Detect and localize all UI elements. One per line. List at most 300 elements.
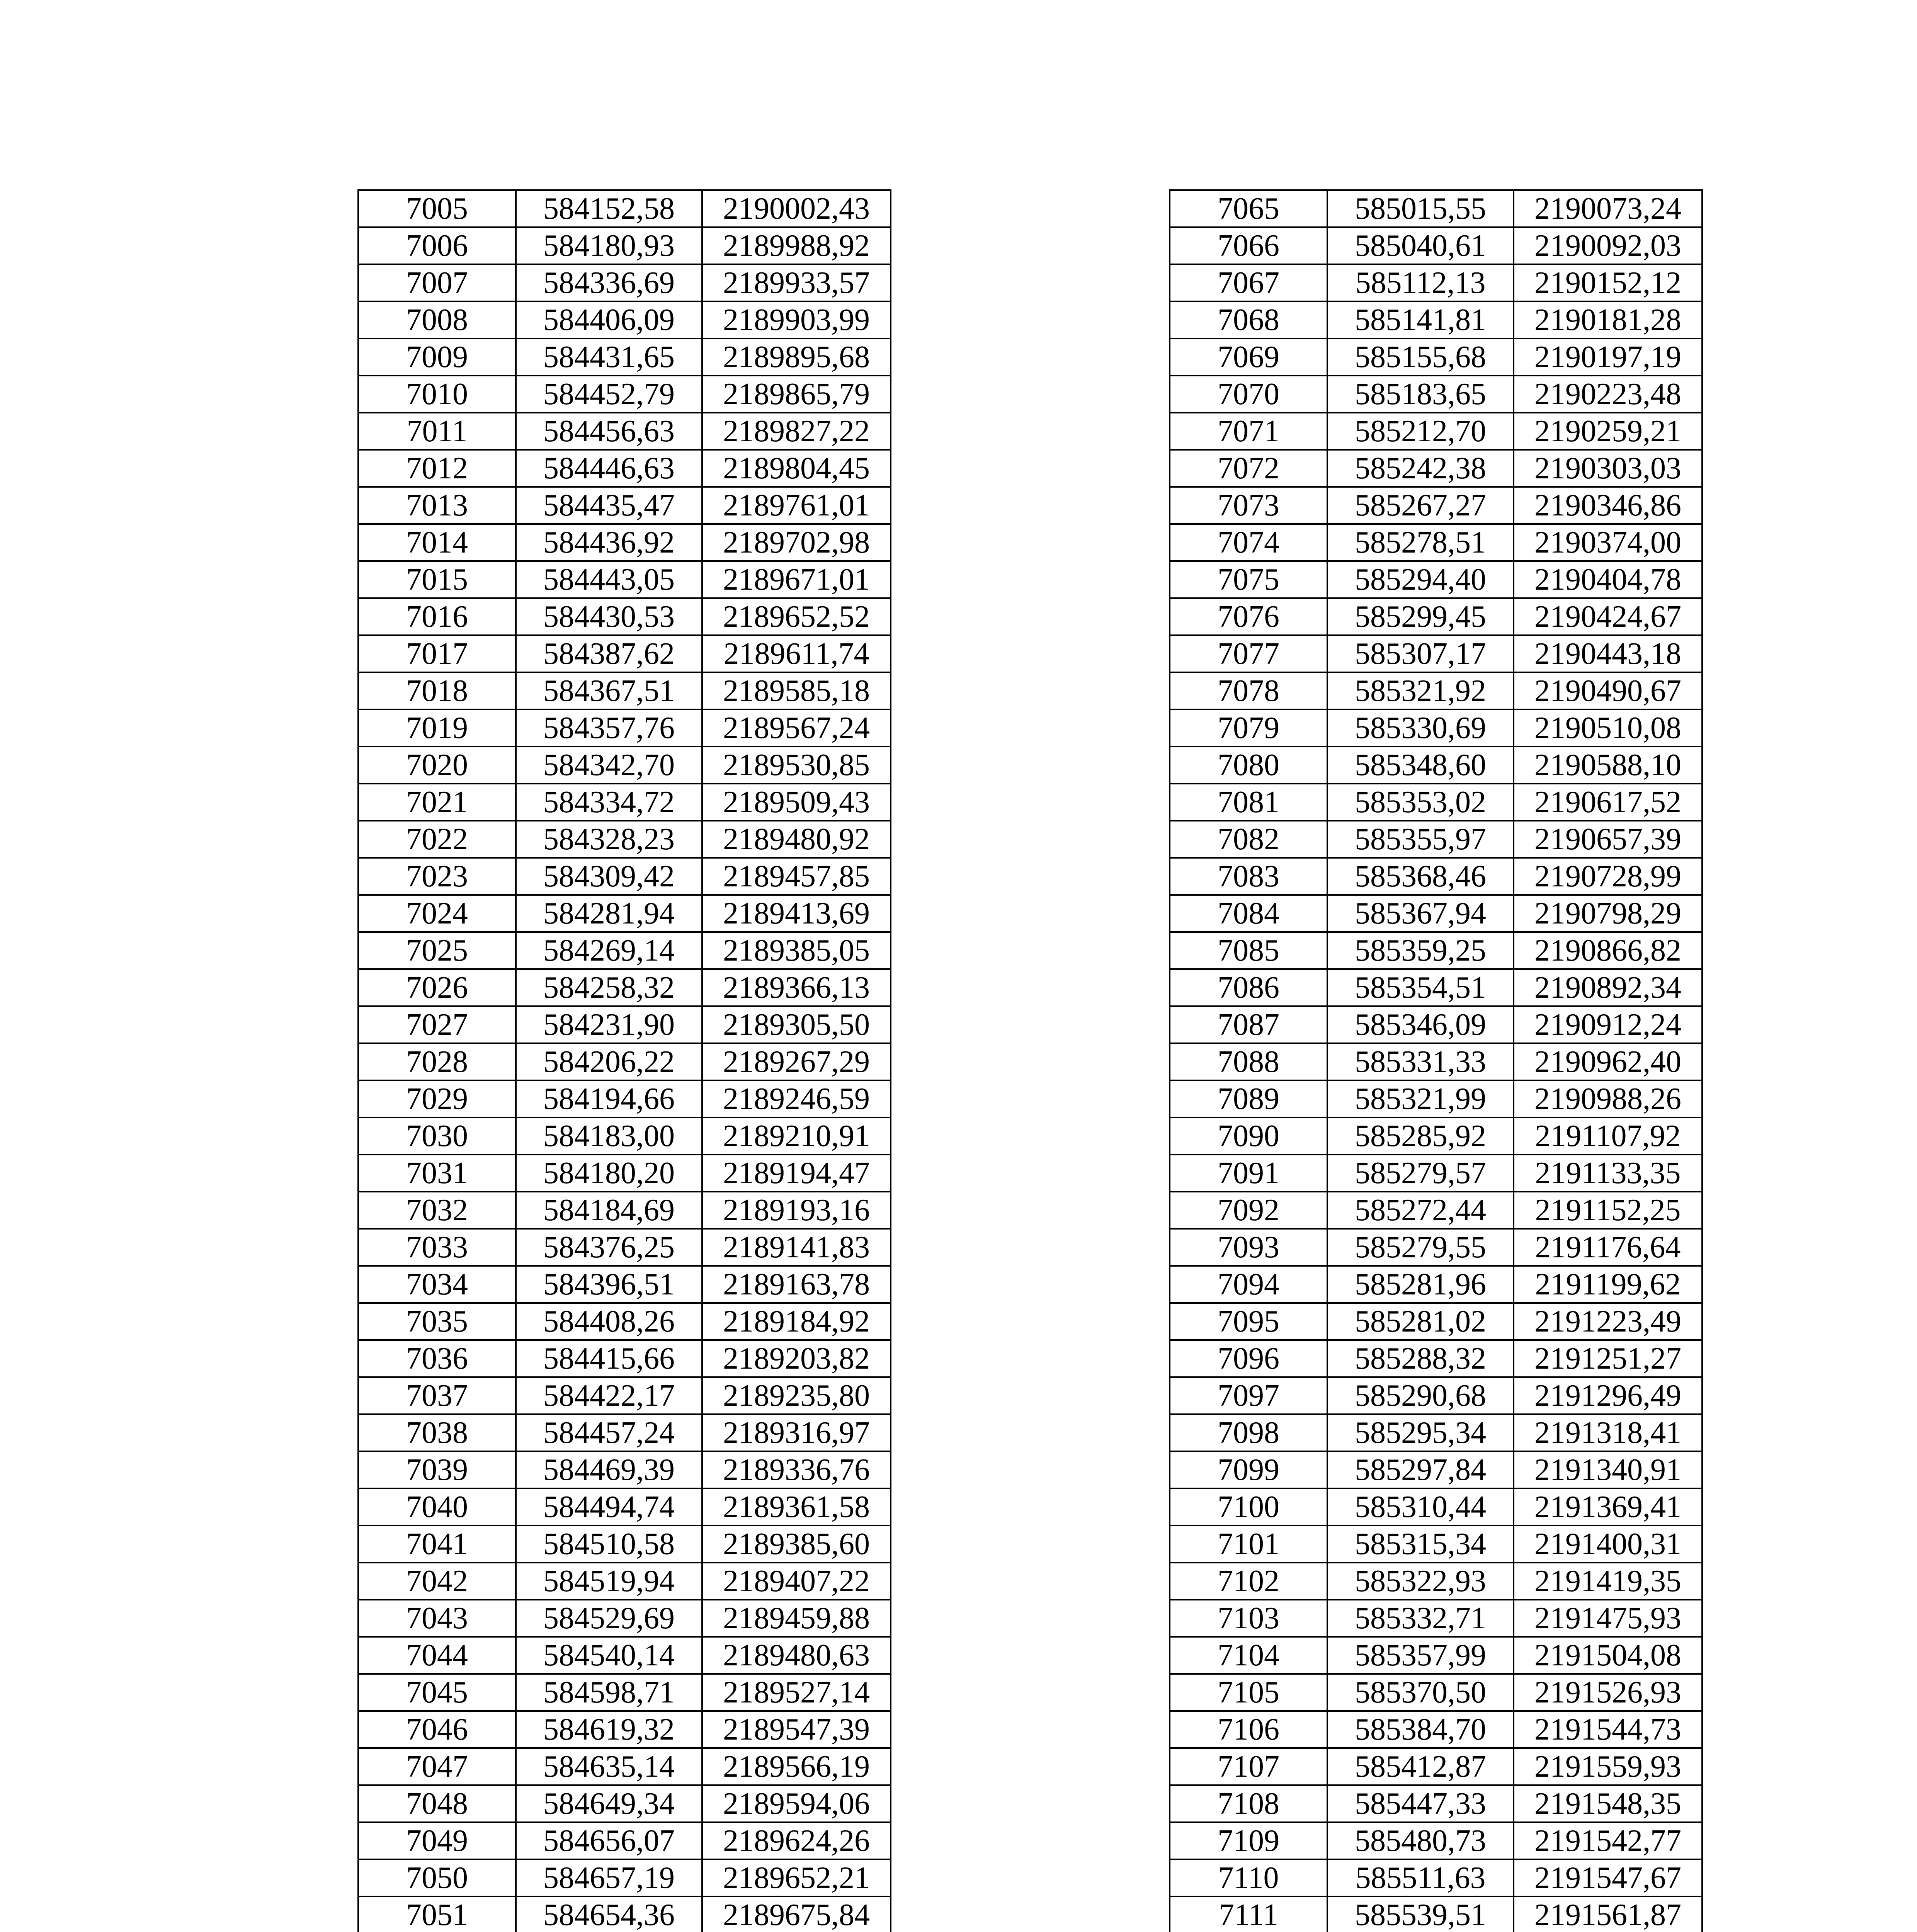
point-number-cell: 7104 bbox=[1170, 1637, 1327, 1674]
x-coordinate-cell: 584510,58 bbox=[516, 1526, 702, 1563]
x-coordinate-cell: 584281,94 bbox=[516, 895, 702, 932]
point-number-cell: 7035 bbox=[358, 1303, 516, 1340]
x-coordinate-cell: 584446,63 bbox=[516, 450, 702, 487]
table-row bbox=[358, 1785, 891, 1822]
table-row bbox=[1170, 1117, 1702, 1155]
point-number-cell: 7088 bbox=[1170, 1043, 1327, 1080]
y-coordinate-cell: 2190588,10 bbox=[1514, 747, 1702, 784]
point-number-cell: 7101 bbox=[1170, 1526, 1327, 1563]
coordinates-table-left bbox=[357, 189, 891, 1932]
point-number-cell: 7012 bbox=[358, 450, 516, 487]
y-coordinate-cell: 2191318,41 bbox=[1514, 1414, 1702, 1451]
point-number-cell: 7024 bbox=[358, 895, 516, 932]
table-row bbox=[358, 1488, 891, 1526]
x-coordinate-cell: 584469,39 bbox=[516, 1451, 702, 1488]
point-number-cell: 7078 bbox=[1170, 672, 1327, 709]
table-row bbox=[1170, 598, 1702, 635]
y-coordinate-cell: 2190002,43 bbox=[702, 190, 891, 227]
y-coordinate-cell: 2189585,18 bbox=[702, 672, 891, 709]
table-row bbox=[358, 413, 891, 450]
y-coordinate-cell: 2190404,78 bbox=[1514, 561, 1702, 598]
point-number-cell: 7087 bbox=[1170, 1006, 1327, 1043]
x-coordinate-cell: 584654,36 bbox=[516, 1896, 702, 1932]
y-coordinate-cell: 2191296,49 bbox=[1514, 1377, 1702, 1414]
x-coordinate-cell: 585281,02 bbox=[1327, 1303, 1514, 1340]
table-row bbox=[358, 1303, 891, 1340]
table-row bbox=[358, 1080, 891, 1117]
x-coordinate-cell: 585297,84 bbox=[1327, 1451, 1514, 1488]
y-coordinate-cell: 2189566,19 bbox=[702, 1748, 891, 1785]
point-number-cell: 7046 bbox=[358, 1711, 516, 1748]
x-coordinate-cell: 585272,44 bbox=[1327, 1192, 1514, 1229]
point-number-cell: 7090 bbox=[1170, 1117, 1327, 1155]
y-coordinate-cell: 2189385,05 bbox=[702, 932, 891, 969]
point-number-cell: 7075 bbox=[1170, 561, 1327, 598]
point-number-cell: 7092 bbox=[1170, 1192, 1327, 1229]
table-row bbox=[1170, 1192, 1702, 1229]
x-coordinate-cell: 584422,17 bbox=[516, 1377, 702, 1414]
x-coordinate-cell: 585242,38 bbox=[1327, 450, 1514, 487]
x-coordinate-cell: 585290,68 bbox=[1327, 1377, 1514, 1414]
x-coordinate-cell: 585353,02 bbox=[1327, 784, 1514, 821]
point-number-cell: 7098 bbox=[1170, 1414, 1327, 1451]
point-number-cell: 7067 bbox=[1170, 264, 1327, 301]
x-coordinate-cell: 584231,90 bbox=[516, 1006, 702, 1043]
x-coordinate-cell: 585539,51 bbox=[1327, 1896, 1514, 1932]
point-number-cell: 7040 bbox=[358, 1488, 516, 1526]
table-row bbox=[1170, 1414, 1702, 1451]
x-coordinate-cell: 584443,05 bbox=[516, 561, 702, 598]
y-coordinate-cell: 2190346,86 bbox=[1514, 487, 1702, 524]
point-number-cell: 7020 bbox=[358, 747, 516, 784]
y-coordinate-cell: 2190892,34 bbox=[1514, 969, 1702, 1006]
point-number-cell: 7051 bbox=[358, 1896, 516, 1932]
point-number-cell: 7089 bbox=[1170, 1080, 1327, 1117]
y-coordinate-cell: 2189459,88 bbox=[702, 1600, 891, 1637]
point-number-cell: 7036 bbox=[358, 1340, 516, 1377]
table-row bbox=[1170, 450, 1702, 487]
y-coordinate-cell: 2189413,69 bbox=[702, 895, 891, 932]
point-number-cell: 7094 bbox=[1170, 1266, 1327, 1303]
x-coordinate-cell: 584436,92 bbox=[516, 524, 702, 561]
point-number-cell: 7100 bbox=[1170, 1488, 1327, 1526]
y-coordinate-cell: 2191526,93 bbox=[1514, 1674, 1702, 1711]
table-row bbox=[1170, 1488, 1702, 1526]
y-coordinate-cell: 2189804,45 bbox=[702, 450, 891, 487]
table-row bbox=[358, 450, 891, 487]
x-coordinate-cell: 585288,32 bbox=[1327, 1340, 1514, 1377]
table-row bbox=[358, 1117, 891, 1155]
point-number-cell: 7033 bbox=[358, 1229, 516, 1266]
table-row bbox=[1170, 1006, 1702, 1043]
y-coordinate-cell: 2190259,21 bbox=[1514, 413, 1702, 450]
table-row bbox=[1170, 821, 1702, 858]
point-number-cell: 7097 bbox=[1170, 1377, 1327, 1414]
y-coordinate-cell: 2191419,35 bbox=[1514, 1563, 1702, 1600]
table-row bbox=[1170, 227, 1702, 264]
table-row bbox=[358, 1526, 891, 1563]
x-coordinate-cell: 585015,55 bbox=[1327, 190, 1514, 227]
y-coordinate-cell: 2189903,99 bbox=[702, 301, 891, 338]
y-coordinate-cell: 2191133,35 bbox=[1514, 1155, 1702, 1192]
table-row bbox=[1170, 1526, 1702, 1563]
point-number-cell: 7107 bbox=[1170, 1748, 1327, 1785]
x-coordinate-cell: 585330,69 bbox=[1327, 709, 1514, 747]
x-coordinate-cell: 585359,25 bbox=[1327, 932, 1514, 969]
point-number-cell: 7109 bbox=[1170, 1822, 1327, 1859]
table-row bbox=[358, 969, 891, 1006]
y-coordinate-cell: 2189407,22 bbox=[702, 1563, 891, 1600]
point-number-cell: 7068 bbox=[1170, 301, 1327, 338]
y-coordinate-cell: 2190866,82 bbox=[1514, 932, 1702, 969]
table-row bbox=[1170, 895, 1702, 932]
point-number-cell: 7072 bbox=[1170, 450, 1327, 487]
point-number-cell: 7070 bbox=[1170, 376, 1327, 413]
table-row bbox=[358, 858, 891, 895]
table-row bbox=[358, 561, 891, 598]
y-coordinate-cell: 2189827,22 bbox=[702, 413, 891, 450]
y-coordinate-cell: 2189193,16 bbox=[702, 1192, 891, 1229]
table-body bbox=[358, 190, 891, 1932]
y-coordinate-cell: 2191199,62 bbox=[1514, 1266, 1702, 1303]
y-coordinate-cell: 2189305,50 bbox=[702, 1006, 891, 1043]
table-row bbox=[358, 1859, 891, 1896]
table-row bbox=[1170, 1451, 1702, 1488]
point-number-cell: 7030 bbox=[358, 1117, 516, 1155]
table-row bbox=[358, 672, 891, 709]
table-row bbox=[358, 1896, 891, 1932]
y-coordinate-cell: 2191559,93 bbox=[1514, 1748, 1702, 1785]
x-coordinate-cell: 584184,69 bbox=[516, 1192, 702, 1229]
table-row bbox=[358, 264, 891, 301]
y-coordinate-cell: 2190223,48 bbox=[1514, 376, 1702, 413]
point-number-cell: 7106 bbox=[1170, 1711, 1327, 1748]
table-row bbox=[358, 1637, 891, 1674]
table-row bbox=[358, 487, 891, 524]
x-coordinate-cell: 585368,46 bbox=[1327, 858, 1514, 895]
x-coordinate-cell: 584430,53 bbox=[516, 598, 702, 635]
x-coordinate-cell: 585267,27 bbox=[1327, 487, 1514, 524]
table-row bbox=[358, 376, 891, 413]
point-number-cell: 7039 bbox=[358, 1451, 516, 1488]
point-number-cell: 7041 bbox=[358, 1526, 516, 1563]
y-coordinate-cell: 2191152,25 bbox=[1514, 1192, 1702, 1229]
x-coordinate-cell: 585279,55 bbox=[1327, 1229, 1514, 1266]
y-coordinate-cell: 2189652,21 bbox=[702, 1859, 891, 1896]
table-row bbox=[358, 1600, 891, 1637]
table-row bbox=[1170, 1674, 1702, 1711]
point-number-cell: 7010 bbox=[358, 376, 516, 413]
table-row bbox=[358, 227, 891, 264]
x-coordinate-cell: 585285,92 bbox=[1327, 1117, 1514, 1155]
x-coordinate-cell: 584431,65 bbox=[516, 338, 702, 376]
point-number-cell: 7028 bbox=[358, 1043, 516, 1080]
y-coordinate-cell: 2190303,03 bbox=[1514, 450, 1702, 487]
table-row bbox=[358, 1674, 891, 1711]
y-coordinate-cell: 2191544,73 bbox=[1514, 1711, 1702, 1748]
y-coordinate-cell: 2190197,19 bbox=[1514, 338, 1702, 376]
y-coordinate-cell: 2189385,60 bbox=[702, 1526, 891, 1563]
point-number-cell: 7080 bbox=[1170, 747, 1327, 784]
y-coordinate-cell: 2189246,59 bbox=[702, 1080, 891, 1117]
table-row bbox=[1170, 264, 1702, 301]
table-row bbox=[358, 1229, 891, 1266]
y-coordinate-cell: 2190374,00 bbox=[1514, 524, 1702, 561]
y-coordinate-cell: 2189895,68 bbox=[702, 338, 891, 376]
y-coordinate-cell: 2189235,80 bbox=[702, 1377, 891, 1414]
point-number-cell: 7013 bbox=[358, 487, 516, 524]
table-row bbox=[358, 301, 891, 338]
x-coordinate-cell: 585315,34 bbox=[1327, 1526, 1514, 1563]
y-coordinate-cell: 2189547,39 bbox=[702, 1711, 891, 1748]
x-coordinate-cell: 584415,66 bbox=[516, 1340, 702, 1377]
x-coordinate-cell: 584387,62 bbox=[516, 635, 702, 672]
x-coordinate-cell: 584408,26 bbox=[516, 1303, 702, 1340]
y-coordinate-cell: 2191547,67 bbox=[1514, 1859, 1702, 1896]
y-coordinate-cell: 2191504,08 bbox=[1514, 1637, 1702, 1674]
x-coordinate-cell: 584206,22 bbox=[516, 1043, 702, 1080]
x-coordinate-cell: 584619,32 bbox=[516, 1711, 702, 1748]
x-coordinate-cell: 585183,65 bbox=[1327, 376, 1514, 413]
point-number-cell: 7005 bbox=[358, 190, 516, 227]
y-coordinate-cell: 2189203,82 bbox=[702, 1340, 891, 1377]
y-coordinate-cell: 2189210,91 bbox=[702, 1117, 891, 1155]
table-row bbox=[1170, 1043, 1702, 1080]
point-number-cell: 7038 bbox=[358, 1414, 516, 1451]
x-coordinate-cell: 585321,92 bbox=[1327, 672, 1514, 709]
table-row bbox=[1170, 1563, 1702, 1600]
table-row bbox=[1170, 932, 1702, 969]
table-row bbox=[1170, 1748, 1702, 1785]
table-row bbox=[358, 1748, 891, 1785]
table-row bbox=[1170, 1303, 1702, 1340]
point-number-cell: 7076 bbox=[1170, 598, 1327, 635]
point-number-cell: 7034 bbox=[358, 1266, 516, 1303]
point-number-cell: 7009 bbox=[358, 338, 516, 376]
y-coordinate-cell: 2189366,13 bbox=[702, 969, 891, 1006]
x-coordinate-cell: 584529,69 bbox=[516, 1600, 702, 1637]
point-number-cell: 7082 bbox=[1170, 821, 1327, 858]
y-coordinate-cell: 2191251,27 bbox=[1514, 1340, 1702, 1377]
y-coordinate-cell: 2191369,41 bbox=[1514, 1488, 1702, 1526]
point-number-cell: 7071 bbox=[1170, 413, 1327, 450]
point-number-cell: 7014 bbox=[358, 524, 516, 561]
x-coordinate-cell: 585357,99 bbox=[1327, 1637, 1514, 1674]
table-row bbox=[1170, 524, 1702, 561]
point-number-cell: 7099 bbox=[1170, 1451, 1327, 1488]
table-row bbox=[1170, 1711, 1702, 1748]
point-number-cell: 7081 bbox=[1170, 784, 1327, 821]
point-number-cell: 7037 bbox=[358, 1377, 516, 1414]
x-coordinate-cell: 585212,70 bbox=[1327, 413, 1514, 450]
point-number-cell: 7108 bbox=[1170, 1785, 1327, 1822]
y-coordinate-cell: 2191548,35 bbox=[1514, 1785, 1702, 1822]
x-coordinate-cell: 584258,32 bbox=[516, 969, 702, 1006]
point-number-cell: 7022 bbox=[358, 821, 516, 858]
point-number-cell: 7065 bbox=[1170, 190, 1327, 227]
table-row bbox=[358, 1043, 891, 1080]
y-coordinate-cell: 2190073,24 bbox=[1514, 190, 1702, 227]
table-row bbox=[358, 821, 891, 858]
x-coordinate-cell: 585279,57 bbox=[1327, 1155, 1514, 1192]
point-number-cell: 7017 bbox=[358, 635, 516, 672]
point-number-cell: 7074 bbox=[1170, 524, 1327, 561]
x-coordinate-cell: 584540,14 bbox=[516, 1637, 702, 1674]
y-coordinate-cell: 2189163,78 bbox=[702, 1266, 891, 1303]
x-coordinate-cell: 584180,93 bbox=[516, 227, 702, 264]
y-coordinate-cell: 2190424,67 bbox=[1514, 598, 1702, 635]
y-coordinate-cell: 2189761,01 bbox=[702, 487, 891, 524]
point-number-cell: 7085 bbox=[1170, 932, 1327, 969]
x-coordinate-cell: 585141,81 bbox=[1327, 301, 1514, 338]
x-coordinate-cell: 584342,70 bbox=[516, 747, 702, 784]
x-coordinate-cell: 585294,40 bbox=[1327, 561, 1514, 598]
point-number-cell: 7086 bbox=[1170, 969, 1327, 1006]
y-coordinate-cell: 2190912,24 bbox=[1514, 1006, 1702, 1043]
point-number-cell: 7015 bbox=[358, 561, 516, 598]
table-row bbox=[1170, 1785, 1702, 1822]
x-coordinate-cell: 585355,97 bbox=[1327, 821, 1514, 858]
y-coordinate-cell: 2190510,08 bbox=[1514, 709, 1702, 747]
coordinates-table-right bbox=[1169, 189, 1703, 1932]
y-coordinate-cell: 2189480,92 bbox=[702, 821, 891, 858]
table-row bbox=[1170, 338, 1702, 376]
x-coordinate-cell: 584635,14 bbox=[516, 1748, 702, 1785]
table-row bbox=[358, 1711, 891, 1748]
y-coordinate-cell: 2190092,03 bbox=[1514, 227, 1702, 264]
y-coordinate-cell: 2189624,26 bbox=[702, 1822, 891, 1859]
y-coordinate-cell: 2190617,52 bbox=[1514, 784, 1702, 821]
x-coordinate-cell: 585299,45 bbox=[1327, 598, 1514, 635]
point-number-cell: 7011 bbox=[358, 413, 516, 450]
x-coordinate-cell: 584396,51 bbox=[516, 1266, 702, 1303]
x-coordinate-cell: 585412,87 bbox=[1327, 1748, 1514, 1785]
x-coordinate-cell: 585346,09 bbox=[1327, 1006, 1514, 1043]
x-coordinate-cell: 584457,24 bbox=[516, 1414, 702, 1451]
point-number-cell: 7077 bbox=[1170, 635, 1327, 672]
point-number-cell: 7084 bbox=[1170, 895, 1327, 932]
table-row bbox=[358, 932, 891, 969]
x-coordinate-cell: 584269,14 bbox=[516, 932, 702, 969]
y-coordinate-cell: 2189527,14 bbox=[702, 1674, 891, 1711]
x-coordinate-cell: 584194,66 bbox=[516, 1080, 702, 1117]
point-number-cell: 7019 bbox=[358, 709, 516, 747]
y-coordinate-cell: 2189865,79 bbox=[702, 376, 891, 413]
x-coordinate-cell: 585281,96 bbox=[1327, 1266, 1514, 1303]
table-row bbox=[358, 709, 891, 747]
point-number-cell: 7016 bbox=[358, 598, 516, 635]
table-row bbox=[1170, 1637, 1702, 1674]
point-number-cell: 7044 bbox=[358, 1637, 516, 1674]
table-row bbox=[1170, 1896, 1702, 1932]
x-coordinate-cell: 584456,63 bbox=[516, 413, 702, 450]
y-coordinate-cell: 2191176,64 bbox=[1514, 1229, 1702, 1266]
x-coordinate-cell: 585332,71 bbox=[1327, 1600, 1514, 1637]
y-coordinate-cell: 2189361,58 bbox=[702, 1488, 891, 1526]
y-coordinate-cell: 2189702,98 bbox=[702, 524, 891, 561]
table-row bbox=[1170, 1266, 1702, 1303]
y-coordinate-cell: 2189530,85 bbox=[702, 747, 891, 784]
y-coordinate-cell: 2189594,06 bbox=[702, 1785, 891, 1822]
y-coordinate-cell: 2189652,52 bbox=[702, 598, 891, 635]
x-coordinate-cell: 585322,93 bbox=[1327, 1563, 1514, 1600]
x-coordinate-cell: 585040,61 bbox=[1327, 227, 1514, 264]
x-coordinate-cell: 585278,51 bbox=[1327, 524, 1514, 561]
table-row bbox=[1170, 1155, 1702, 1192]
point-number-cell: 7026 bbox=[358, 969, 516, 1006]
x-coordinate-cell: 585511,63 bbox=[1327, 1859, 1514, 1896]
point-number-cell: 7032 bbox=[358, 1192, 516, 1229]
x-coordinate-cell: 584376,25 bbox=[516, 1229, 702, 1266]
point-number-cell: 7110 bbox=[1170, 1859, 1327, 1896]
x-coordinate-cell: 584649,34 bbox=[516, 1785, 702, 1822]
x-coordinate-cell: 585348,60 bbox=[1327, 747, 1514, 784]
x-coordinate-cell: 584309,42 bbox=[516, 858, 702, 895]
y-coordinate-cell: 2191340,91 bbox=[1514, 1451, 1702, 1488]
table-row bbox=[358, 598, 891, 635]
table-row bbox=[1170, 190, 1702, 227]
table-row bbox=[1170, 301, 1702, 338]
point-number-cell: 7047 bbox=[358, 1748, 516, 1785]
y-coordinate-cell: 2189194,47 bbox=[702, 1155, 891, 1192]
y-coordinate-cell: 2189988,92 bbox=[702, 227, 891, 264]
x-coordinate-cell: 585354,51 bbox=[1327, 969, 1514, 1006]
y-coordinate-cell: 2189141,83 bbox=[702, 1229, 891, 1266]
table-row bbox=[358, 1266, 891, 1303]
point-number-cell: 7023 bbox=[358, 858, 516, 895]
point-number-cell: 7079 bbox=[1170, 709, 1327, 747]
point-number-cell: 7102 bbox=[1170, 1563, 1327, 1600]
table-row bbox=[1170, 672, 1702, 709]
table-row bbox=[1170, 1822, 1702, 1859]
x-coordinate-cell: 584598,71 bbox=[516, 1674, 702, 1711]
point-number-cell: 7006 bbox=[358, 227, 516, 264]
x-coordinate-cell: 585295,34 bbox=[1327, 1414, 1514, 1451]
table-row bbox=[358, 635, 891, 672]
x-coordinate-cell: 584435,47 bbox=[516, 487, 702, 524]
y-coordinate-cell: 2191107,92 bbox=[1514, 1117, 1702, 1155]
table-row bbox=[358, 1451, 891, 1488]
y-coordinate-cell: 2191475,93 bbox=[1514, 1600, 1702, 1637]
y-coordinate-cell: 2189675,84 bbox=[702, 1896, 891, 1932]
x-coordinate-cell: 584494,74 bbox=[516, 1488, 702, 1526]
x-coordinate-cell: 584180,20 bbox=[516, 1155, 702, 1192]
table-row bbox=[358, 1192, 891, 1229]
x-coordinate-cell: 584657,19 bbox=[516, 1859, 702, 1896]
table-row bbox=[1170, 413, 1702, 450]
table-row bbox=[358, 1563, 891, 1600]
y-coordinate-cell: 2189509,43 bbox=[702, 784, 891, 821]
table-body bbox=[1170, 190, 1702, 1932]
table-row bbox=[358, 190, 891, 227]
table-row bbox=[1170, 1340, 1702, 1377]
x-coordinate-cell: 584406,09 bbox=[516, 301, 702, 338]
table-row bbox=[1170, 1859, 1702, 1896]
x-coordinate-cell: 584367,51 bbox=[516, 672, 702, 709]
y-coordinate-cell: 2189184,92 bbox=[702, 1303, 891, 1340]
point-number-cell: 7073 bbox=[1170, 487, 1327, 524]
x-coordinate-cell: 584336,69 bbox=[516, 264, 702, 301]
table-row bbox=[1170, 561, 1702, 598]
point-number-cell: 7048 bbox=[358, 1785, 516, 1822]
x-coordinate-cell: 585367,94 bbox=[1327, 895, 1514, 932]
x-coordinate-cell: 584656,07 bbox=[516, 1822, 702, 1859]
y-coordinate-cell: 2190728,99 bbox=[1514, 858, 1702, 895]
point-number-cell: 7025 bbox=[358, 932, 516, 969]
x-coordinate-cell: 584152,58 bbox=[516, 190, 702, 227]
table-row bbox=[358, 524, 891, 561]
y-coordinate-cell: 2189933,57 bbox=[702, 264, 891, 301]
